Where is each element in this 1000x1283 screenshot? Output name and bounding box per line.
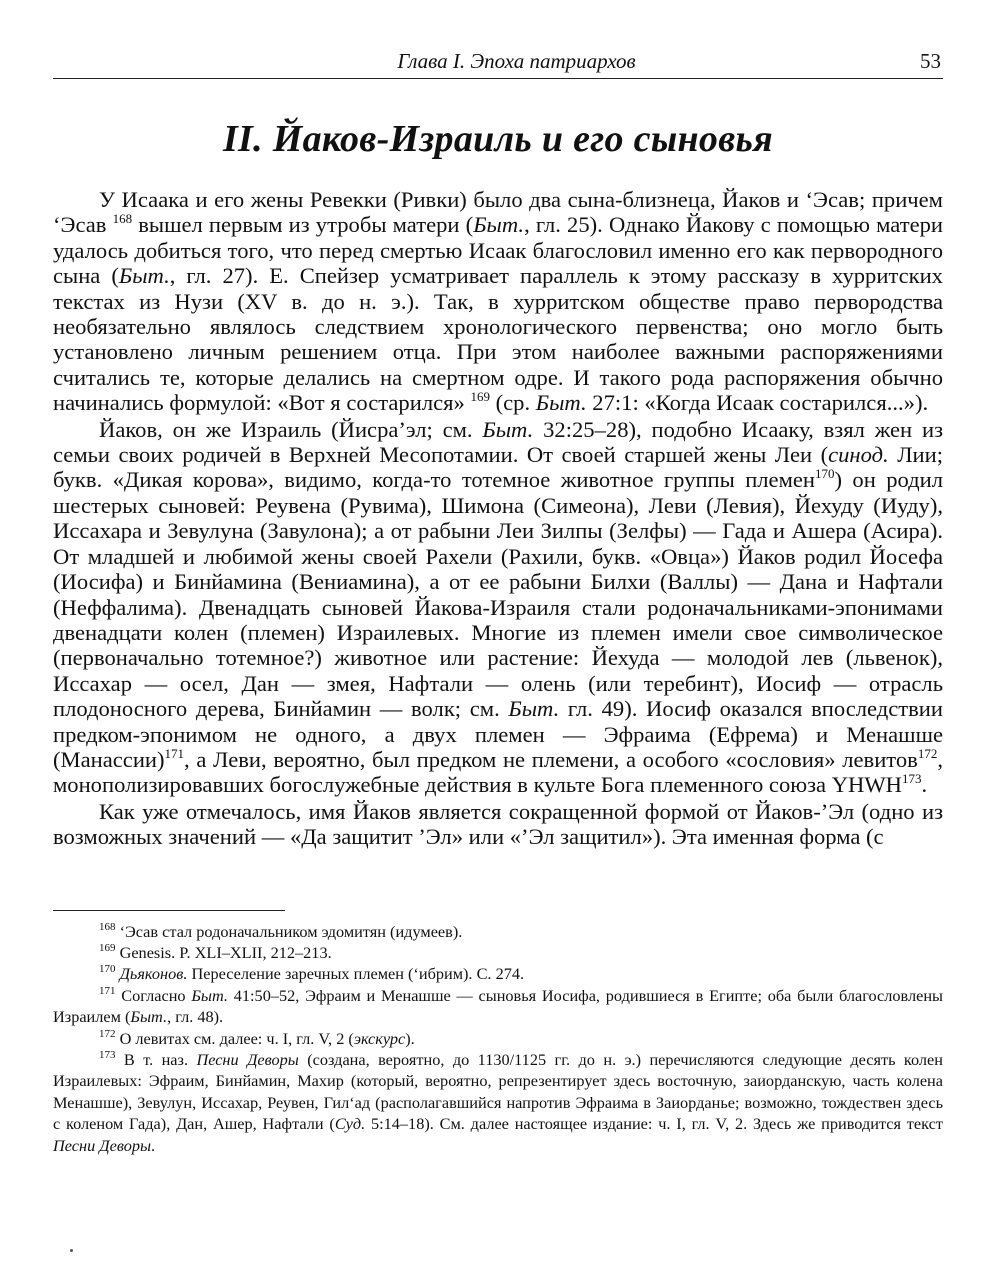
paragraph: [53, 417, 943, 798]
text-run: Лии; букв. «Дикая корова», видимо, когда-то тотемное животное группы племен: [53, 442, 943, 493]
text-run: Переселение заречных племен (‘ибрим). С. 274.: [187, 964, 525, 984]
book-page: [53, 46, 943, 1156]
italic-text: Быт.: [482, 416, 534, 442]
running-header-title: Глава I. Эпоха патриархов: [397, 49, 636, 73]
text-run: гл. 49). Иосиф оказался впоследствии предком-эпонимом не одного, а двух племен — Эфраима (Ефрема) и Менашше (Манассии): [53, 696, 943, 772]
text-run: , монополизировавших богослужебные действия в культе Бога племенного союза YHWH: [53, 746, 943, 798]
text-run: , гл. 48).: [167, 1007, 224, 1027]
italic-text: Быт.: [191, 985, 228, 1005]
text-run: ‘Эсав стал родоначальником эдомитян (идумеев).: [115, 921, 463, 941]
running-header: [53, 46, 943, 79]
text-run: , гл. 27). Е. Спейзер усматривает параллель к этому рассказу в хурритских текстах из Нузи (XV в. до н. э.). Так, в хурритском обществе право первородства необязательно являлось следствием хронологического первенства; оно могло быть установлено личным решением отца. При этом наиболее важными распоряжениями считались те, которые делались на смертном одре. И такого рода распоряжения обычно начинались формулой: «Вот я состарился»: [53, 263, 943, 416]
footnote: [53, 985, 943, 1028]
text-run: 5:14–18). См. далее настоящее издание: ч. I, гл. V, 2. Здесь же приводится текст: [365, 1114, 943, 1134]
text-run: .: [151, 1135, 156, 1155]
italic-text: Песни Деворы: [53, 1135, 152, 1155]
text-run: О левитах см. далее: ч. I, гл. V, 2 (: [115, 1028, 354, 1048]
footnote-marker: 168: [99, 920, 116, 933]
text-run: .: [921, 772, 928, 798]
main-text: [53, 187, 943, 850]
paragraph: [53, 799, 943, 850]
text-run: Как уже отмечалось, имя Йаков является сокращенной формой от Йаков-’Эл (одно из возможных значений — «Да защитит ’Эл» или «’Эл защитил»). Эта именная форма (с: [53, 798, 943, 850]
footnote-marker: 172: [99, 1027, 116, 1040]
footnote-marker: 173: [902, 771, 922, 787]
footnote-marker: 169: [99, 941, 116, 954]
italic-text: Дьяконов.: [119, 964, 188, 984]
italic-text: Суд.: [334, 1114, 366, 1134]
footnote-marker: 171: [99, 984, 116, 997]
footnotes: [53, 921, 943, 1156]
footnote: [53, 1028, 943, 1049]
chapter-title: II. Йаков-Израиль и его сыновья: [222, 118, 774, 160]
italic-text: экскурс: [353, 1028, 406, 1048]
text-run: У Исаака и его жены Ревекки (Ривки) было два сына-близнеца, Йаков и ‘Эсав; причем ‘Эсав: [53, 187, 943, 238]
footnote: [53, 1049, 943, 1156]
italic-text: Песни Деворы: [196, 1050, 299, 1069]
footnote-marker: 170: [815, 466, 835, 482]
footnote-separator: [53, 910, 285, 911]
italic-text: Быт.: [535, 390, 587, 416]
text-run: 41:50–52, Эфраим и Менашше — сыновья Иосифа, родившиеся в Египте; оба были благословлены Израилем (: [53, 985, 943, 1027]
footnote-marker: 173: [99, 1049, 116, 1061]
footnote: [53, 921, 943, 942]
text-run: В т. наз.: [115, 1050, 197, 1069]
italic-text: Быт.: [118, 263, 170, 289]
text-run: ).: [405, 1028, 415, 1048]
text-run: Йаков, он же Израиль (Йисра’эл; см.: [99, 416, 483, 442]
print-speck: [70, 1249, 73, 1252]
footnote-marker: 168: [112, 211, 133, 227]
text-run: вышел первым из утробы матери (: [132, 212, 474, 238]
page-number: 53: [920, 49, 941, 73]
italic-text: Быт.: [473, 212, 525, 238]
footnote-marker: 170: [99, 963, 116, 976]
text-run: (ср.: [489, 390, 536, 416]
italic-text: синод.: [828, 442, 889, 468]
footnote-marker: 171: [164, 745, 185, 761]
text-run: , а Леви, вероятно, был предком не племени, а особого «сословия» левитов: [184, 746, 918, 772]
text-run: 32:25–28), подобно Исааку, взял жен из семьи своих родичей в Верхней Месопотамии. От своей старшей жены Леи (: [53, 416, 943, 468]
footnote: [53, 963, 943, 984]
text-run: Согласно: [115, 985, 192, 1005]
text-run: Genesis. P. XLI–XLII, 212–213.: [115, 942, 332, 962]
text-run: , гл. 25). Однако Йакову с помощью матери удалось добиться того, что перед смертью Исаак благословил именно его как первородного сына (: [53, 212, 943, 289]
footnote-marker: 172: [917, 745, 938, 761]
text-run: 27:1: «Когда Исаак состарился...»).: [586, 390, 929, 416]
italic-text: Быт.: [508, 696, 560, 722]
paragraph: [53, 187, 943, 416]
text-run: ) он родил шестерых сыновей: Реувена (Рувима), Шимона (Симеона), Леви (Левия), Йехуду (Иуду), Иссахара и Зевулуна (Завулона); а от рабыни Леи Зилпы (Зелфы) — Гада и Ашера (Асира). От младшей и любимой жены своей Рахели (Рахили, букв. «Овца») Йаков родил Йосефа (Иосифа) и Бинйамина (Вениамина), а от ее рабыни Билхи (Валлы) — Дана и Нафтали (Неффалима). Двенадцать сыновей Йакова-Израиля стали родоначальниками-эпонимами двенадцати колен (племен) Израилевых. Многие из племен имели свое символическое (первоначально тотемное?) животное или растение: Йехуда — молодой лев (львенок), Иссахар — осел, Дан — змея, Нафтали — олень (или теребинт), Иосиф — отрасль плодоносного дерева, Бинйамин — волк; см.: [53, 467, 944, 722]
text-run: (создана, вероятно, до 1130/1125 гг. до н. э.) перечисляются следующие десять колен Израилевых: Эфраим, Бинйамин, Махир (который, вероятно, репрезентирует здесь восточную, заиорданскую, часть колена Менашше), Зевулун, Иссахар, Реувен, Гил‘ад (располагавшийся напротив Эфраима в Заиорданье; возможно, тождествен здесь с коленом Гада), Дан, Ашер, Нафтали (: [53, 1050, 943, 1134]
footnote: [53, 942, 943, 963]
italic-text: Быт.: [130, 1007, 168, 1027]
footnote-marker: 169: [470, 389, 490, 405]
